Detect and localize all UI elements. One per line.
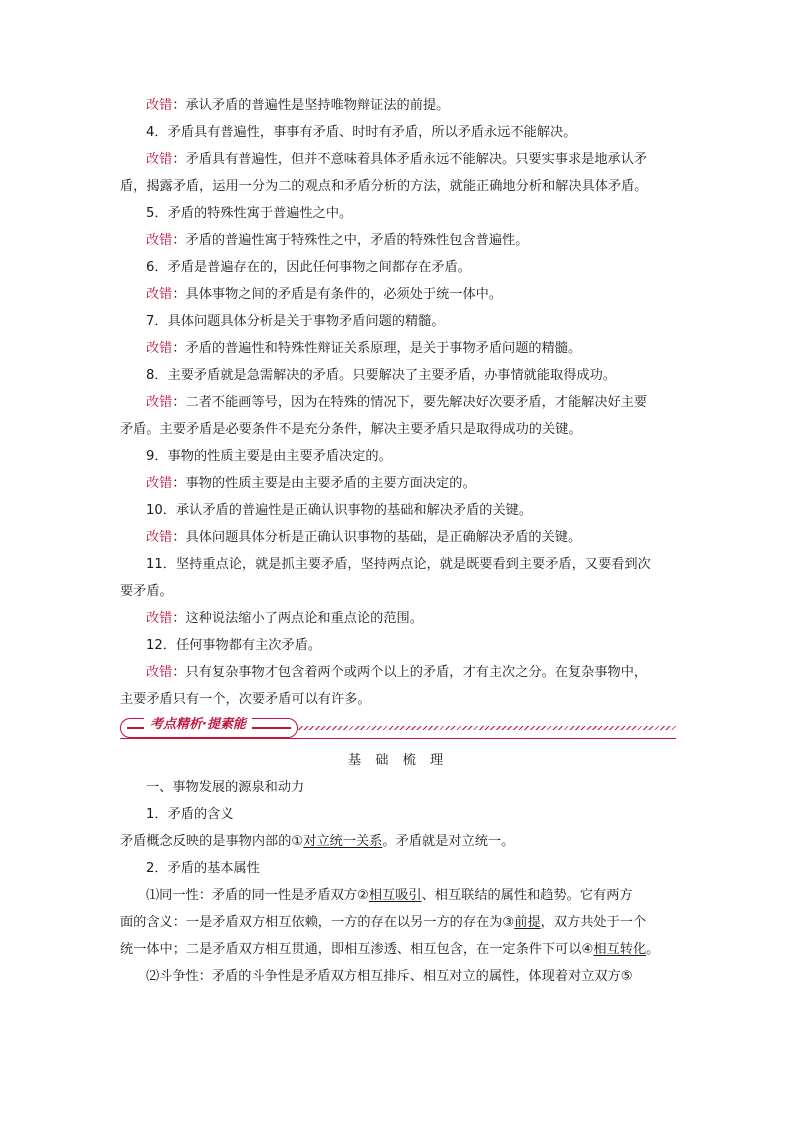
line-text: 5．矛盾的特殊性寓于普遍性之中。 [146, 206, 353, 221]
fill-blank: 前提 [514, 915, 541, 930]
correction-line [120, 227, 676, 254]
paragraph: 矛盾概念反映的是事物内部的①对立统一关系。矛盾就是对立统一。 [120, 834, 515, 849]
correction-label: 改错 [146, 476, 173, 491]
line-text: 10．承认矛盾的普遍性是正确认识事物的基础和解决矛盾的关键。 [146, 503, 533, 518]
statement-line [120, 362, 676, 389]
correction-line [120, 335, 676, 362]
line-text: 11．坚持重点论，就是抓主要矛盾，坚持两点论，就是既要看到主要矛盾，又要看到次 [146, 557, 651, 572]
line-text: 8．主要矛盾就是急需解决的矛盾。只要解决了主要矛盾，办事情就能取得成功。 [146, 368, 616, 383]
statement-line [120, 578, 676, 605]
correction-label: 改错 [146, 152, 173, 167]
correction-line [120, 470, 676, 497]
line-text: ：这种说法缩小了两点论和重点论的范围。 [172, 611, 423, 626]
line-text: 4．矛盾具有普遍性，事事有矛盾、时时有矛盾，所以矛盾永远不能解决。 [146, 125, 577, 140]
line-text: 7．具体问题具体分析是关于事物矛盾问题的精髓。 [146, 314, 445, 329]
item-title: 1．矛盾的含义 [146, 807, 234, 822]
line-text: ：矛盾的普遍性寓于特殊性之中，矛盾的特殊性包含普遍性。 [172, 233, 529, 248]
statement-line [120, 173, 676, 200]
line-text: 6．矛盾是普遍存在的，因此任何事物之间都存在矛盾。 [146, 260, 471, 275]
banner-title: 考点精析·提素能 [144, 715, 252, 735]
line-text: ：矛盾的普遍性和特殊性辩证关系原理，是关于事物矛盾问题的精髓。 [172, 341, 582, 356]
statement-line [120, 632, 676, 659]
correction-label: 改错 [146, 98, 173, 113]
line-text: ：具体问题具体分析是正确认识事物的基础，是正确解决矛盾的关键。 [172, 530, 582, 545]
paragraph: ⑴同一性：矛盾的同一性是矛盾双方②相互吸引、相互联结的属性和趋势。它有两方 [146, 888, 633, 903]
paragraph: ⑵斗争性：矛盾的斗争性是矛盾双方相互排斥、相互对立的属性，体现着对立双方⑤ [146, 969, 633, 984]
section-heading: 基 础 梳 理 [347, 753, 449, 768]
section-banner [120, 715, 676, 745]
correction-label: 改错 [146, 287, 173, 302]
item-title: 2．矛盾的基本属性 [146, 861, 260, 876]
banner-hatched-rule [296, 726, 676, 730]
line-text: 要矛盾。 [120, 584, 173, 599]
correction-label: 改错 [146, 611, 173, 626]
fill-blank: 相互转化 [593, 942, 647, 957]
statement-line [120, 254, 676, 281]
correction-label: 改错 [146, 665, 173, 680]
fill-blank: 相互吸引 [368, 888, 422, 903]
correction-list [120, 92, 676, 713]
line-text: 9．事物的性质主要是由主要矛盾决定的。 [146, 449, 392, 464]
correction-label: 改错 [146, 341, 173, 356]
correction-line [120, 92, 676, 119]
statement-line [120, 200, 676, 227]
correction-label: 改错 [146, 395, 173, 410]
correction-label: 改错 [146, 233, 173, 248]
line-text: 盾，揭露矛盾，运用一分为二的观点和矛盾分析的方法，就能正确地分析和解决具体矛盾。 [120, 179, 648, 194]
line-text: ：承认矛盾的普遍性是坚持唯物辩证法的前提。 [172, 98, 450, 113]
correction-line [120, 605, 676, 632]
line-text: 12．任何事物都有主次矛盾。 [146, 638, 322, 653]
statement-line [120, 443, 676, 470]
line-text: ：矛盾具有普遍性，但并不意味着具体矛盾永远不能解决。只要实事求是地承认矛 [172, 152, 648, 167]
fill-blank: 对立统一关系 [303, 834, 383, 849]
line-text: 矛盾。主要矛盾是必要条件不是充分条件，解决主要矛盾只是取得成功的关键。 [120, 422, 582, 437]
banner-underline [120, 738, 676, 739]
line-text: ：只有复杂事物才包含着两个或两个以上的矛盾，才有主次之分。在复杂事物中， [172, 665, 648, 680]
line-text: ：二者不能画等号，因为在特殊的情况下，要先解决好次要矛盾，才能解决好主要 [172, 395, 648, 410]
statement-line [120, 551, 676, 578]
paragraph: 面的含义：一是矛盾双方相互依赖，一方的存在以另一方的存在为③前提，双方共处于一个 [120, 915, 647, 930]
correction-line [120, 281, 676, 308]
part-title: 一、事物发展的源泉和动力 [146, 780, 305, 795]
statement-line [120, 686, 676, 713]
correction-label: 改错 [146, 530, 173, 545]
line-text: 主要矛盾只有一个，次要矛盾可以有许多。 [120, 692, 371, 707]
statement-line [120, 416, 676, 443]
correction-line [120, 146, 676, 173]
correction-line [120, 389, 676, 416]
statement-line [120, 497, 676, 524]
statement-line [120, 308, 676, 335]
statement-line [120, 119, 676, 146]
correction-line [120, 524, 676, 551]
line-text: ：事物的性质主要是由主要矛盾的主要方面决定的。 [172, 476, 476, 491]
correction-line [120, 659, 676, 686]
paragraph: 统一体中；二是矛盾双方相互贯通，即相互渗透、相互包含，在一定条件下可以④相互转化。 [120, 942, 660, 957]
content [120, 92, 676, 990]
line-text: ：具体事物之间的矛盾是有条件的，必须处于统一体中。 [172, 287, 503, 302]
